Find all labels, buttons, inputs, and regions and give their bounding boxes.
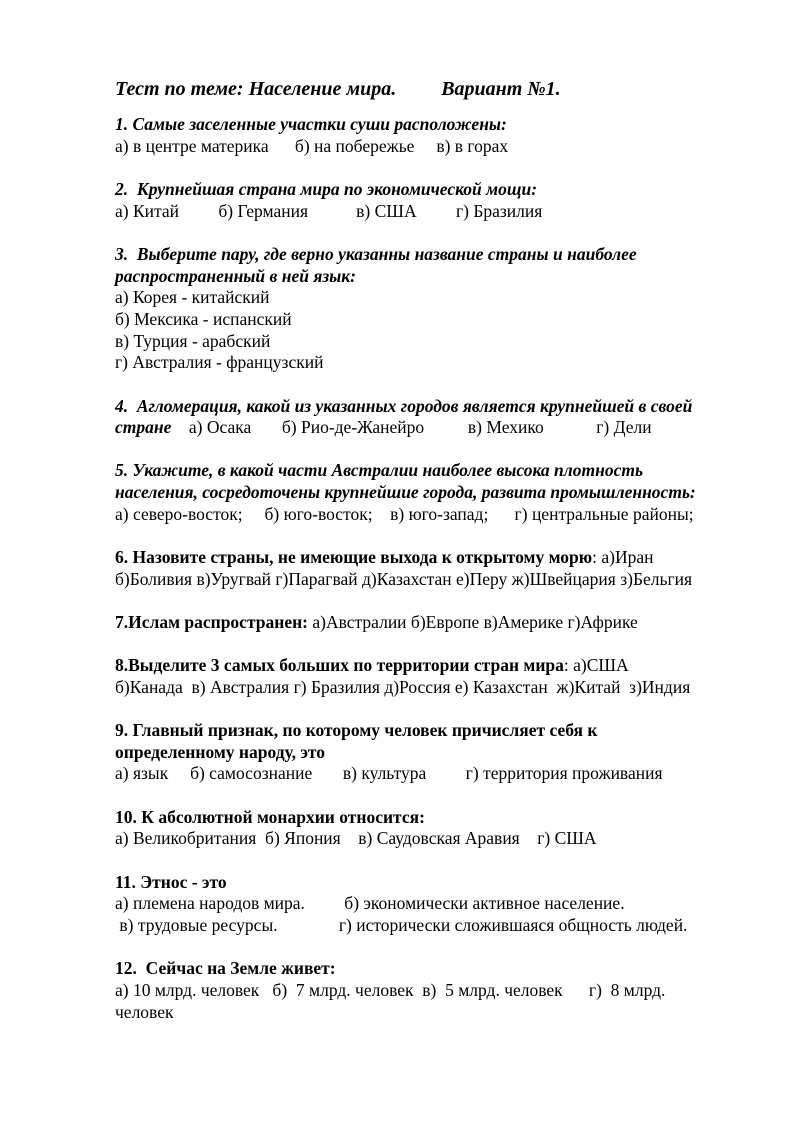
question-text: определенному народу, это — [115, 741, 326, 762]
answer-options: а) 10 млрд. человек б) 7 млрд. человек в) 5 млрд. человек г) 8 млрд. — [115, 979, 666, 1000]
answer-line — [115, 980, 755, 1002]
answer-line — [115, 504, 755, 526]
answer-line — [115, 828, 755, 850]
question-8 — [115, 655, 755, 698]
test-page — [115, 76, 755, 1045]
answer-options: б)Боливия в)Уругвай г)Парагвай д)Казахстан е)Перу ж)Швейцария з)Бельгия — [115, 568, 693, 589]
question-4 — [115, 396, 755, 439]
question-text: 4. Агломерация, какой из указанных городов является крупнейшей в своей — [115, 395, 693, 416]
question-line — [115, 460, 755, 482]
question-text: 9. Главный признак, по которому человек причисляет себя к — [115, 720, 598, 741]
question-text: 3. Выберите пару, где верно указанны название страны и наиболее — [115, 243, 637, 264]
answer-option: г) Австралия - французский — [115, 352, 324, 373]
question-line — [115, 266, 755, 288]
question-text: 5. Укажите, в какой части Австралии наиболее высока плотность — [115, 460, 643, 481]
answer-line — [115, 893, 755, 915]
question-text: 11. Этнос - это — [115, 871, 227, 892]
question-text: 2. Крупнейшая страна мира по экономической мощи: — [115, 178, 538, 199]
question-text: 6. Назовите страны, не имеющие выхода к открытому морю — [115, 547, 593, 568]
question-2 — [115, 179, 755, 222]
question-line — [115, 179, 755, 201]
answer-option: б) Мексика - испанский — [115, 308, 292, 329]
answer-options: в) трудовые ресурсы. г) исторически сложившаяся общность людей. — [115, 914, 688, 935]
answer-line — [115, 201, 755, 223]
question-line — [115, 417, 755, 439]
answer-options: б)Канада в) Австралия г) Бразилия д)Россия е) Казахстан ж)Китай з)Индия — [115, 676, 691, 697]
question-text: 1. Самые заселенные участки суши расположены: — [115, 114, 507, 134]
answer-options: а) язык б) самосознание в) культура г) территория проживания — [115, 763, 663, 784]
question-line — [115, 114, 755, 136]
question-text: 8.Выделите 3 самых больших по территории стран мира — [115, 655, 564, 676]
question-line — [115, 244, 755, 266]
question-text: распространенный в ней язык: — [115, 265, 357, 286]
answer-line — [115, 287, 755, 309]
question-text: 12. Сейчас на Земле живет: — [115, 958, 336, 979]
answer-line — [115, 352, 755, 374]
question-line — [115, 742, 755, 764]
question-9 — [115, 720, 755, 785]
question-text: стране — [115, 417, 172, 438]
answer-line — [115, 136, 755, 158]
question-5 — [115, 460, 755, 525]
question-line — [115, 547, 755, 569]
answer-option: а) Корея - китайский — [115, 287, 270, 308]
answer-options: а) Великобритания б) Япония в) Саудовская Аравия г) США — [115, 828, 597, 849]
question-text: населения, сосредоточены крупнейшие города, развита промышленность: — [115, 482, 696, 503]
answer-option: в) Турция - арабский — [115, 330, 271, 351]
answer-line — [115, 569, 755, 591]
answer-line — [115, 677, 755, 699]
question-line — [115, 720, 755, 742]
question-line — [115, 807, 755, 829]
question-text: 10. К абсолютной монархии относится: — [115, 806, 425, 827]
answer-options: а) Китай б) Германия в) США г) Бразилия — [115, 200, 543, 221]
answer-options: а) в центре материка б) на побережье в) в горах — [115, 135, 509, 156]
answer-line — [115, 763, 755, 785]
question-1 — [115, 114, 755, 157]
question-line — [115, 612, 755, 634]
answer-options: а) северо-восток; б) юго-восток; в) юго-запад; г) центральные районы; — [115, 503, 694, 524]
page-title: Тест по теме: Население мира. Вариант №1. — [115, 78, 561, 100]
answer-options: человек — [115, 1001, 174, 1022]
answer-options: а)Австралии б)Европе в)Америке г)Африке — [308, 611, 638, 632]
answer-line — [115, 915, 755, 937]
answer-line — [115, 309, 755, 331]
answer-options: : а)Иран — [592, 547, 654, 568]
question-line — [115, 482, 755, 504]
question-3 — [115, 244, 755, 374]
answer-line — [115, 331, 755, 353]
answer-options: а) Осака б) Рио-де-Жанейро в) Мехико г) Дели — [171, 417, 652, 438]
answer-options: : а)США — [563, 655, 629, 676]
question-line — [115, 655, 755, 677]
question-text: 7.Ислам распространен: — [115, 611, 309, 632]
question-line — [115, 396, 755, 418]
answer-options: а) племена народов мира. б) экономически активное население. — [115, 893, 625, 914]
question-12 — [115, 958, 755, 1023]
question-11 — [115, 872, 755, 937]
question-6 — [115, 547, 755, 590]
question-10 — [115, 807, 755, 850]
question-7 — [115, 612, 755, 634]
question-line — [115, 958, 755, 980]
question-line — [115, 872, 755, 894]
answer-line — [115, 1002, 755, 1024]
